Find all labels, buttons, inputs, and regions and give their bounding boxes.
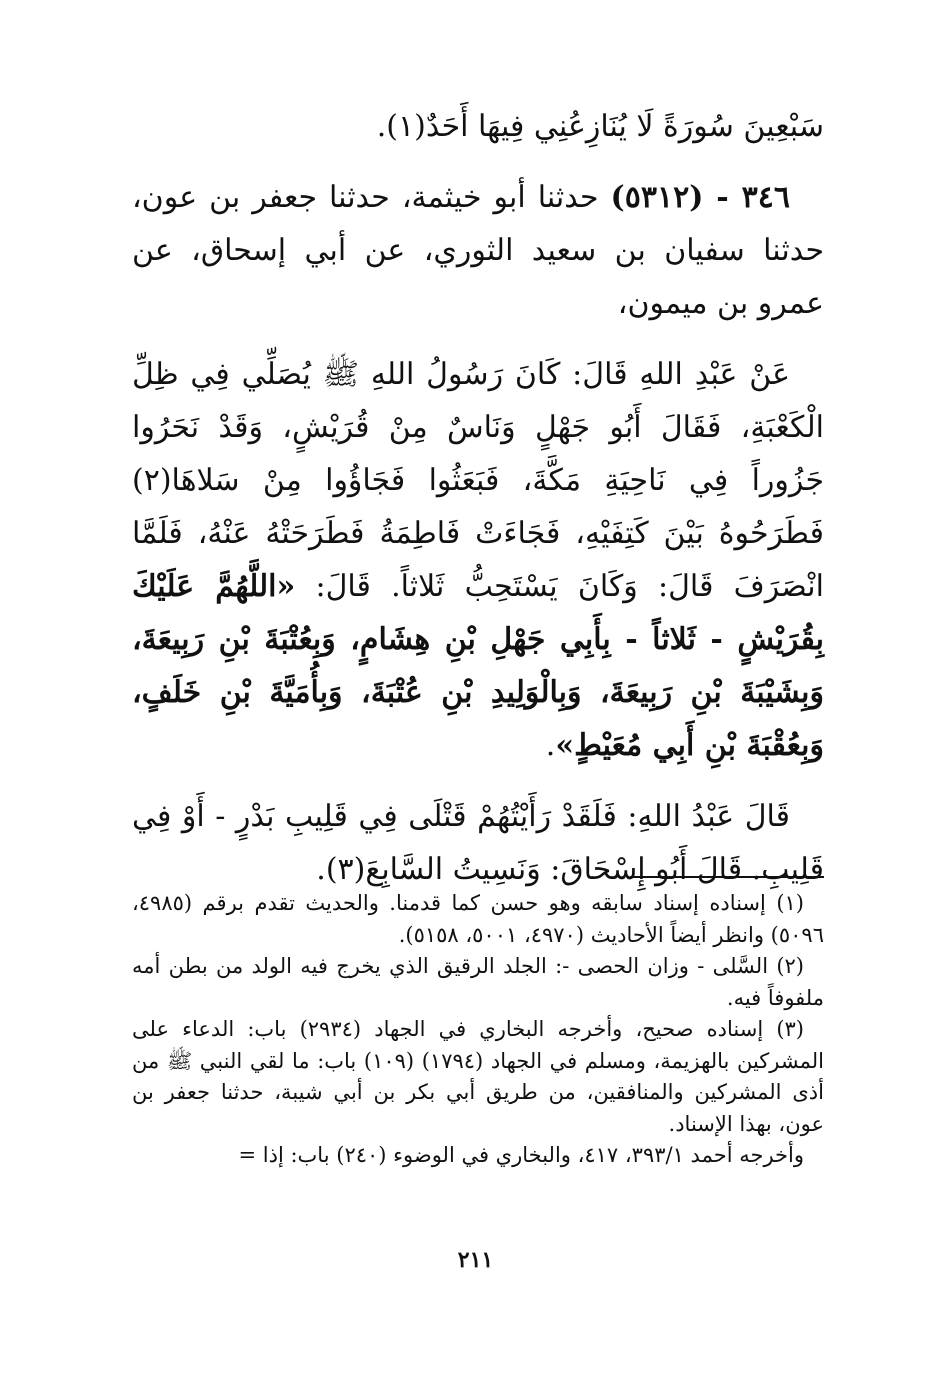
footnote-3: (٣) إسناده صحيح، وأخرجه البخاري في الجهاد (٢٩٣٤) باب: الدعاء على المشركين بالهزيمة، ومسلم في الجهاد (١٧٩٤) (١٠٩) باب: ما لقي النبي ﷺ من أذى المشركين والمنافقين، من طريق أبي بكر بن أبي شيبة، حدثنا جعفر بن عون، بهذا الإسناد.: [132, 1017, 825, 1136]
footnote-3-continued: وأخرجه أحمد ٣٩٣/١، ٤١٧، والبخاري في الوضوء (٢٤٠) باب: إذا =: [238, 1143, 804, 1167]
hadith-isnad: [132, 171, 824, 330]
footnote-divider: [630, 876, 824, 878]
matn-narrative: عَنْ عَبْدِ اللهِ قَالَ: كَانَ رَسُولُ اللهِ ﷺ يُصَلِّي فِي ظِلِّ الْكَعْبَةِ، فَقَالَ أَبُو جَهْلٍ وَنَاسٌ مِنْ قُرَيْشٍ، وَقَدْ نَحَرُوا جَزُوراً فِي نَاحِيَةِ مَكَّةَ، فَبَعَثُوا فَجَاؤُوا مِنْ سَلاهَا(٢) فَطَرَحُوهُ بَيْنَ كَتِفَيْهِ، فَجَاءَتْ فَاطِمَةُ فَطَرَحَتْهُ عَنْهُ، فَلَمَّا انْصَرَفَ قَالَ: وَكَانَ يَسْتَحِبُّ ثَلاثاً. قَالَ:: [132, 357, 824, 604]
main-text: [132, 100, 824, 896]
isnad-text: حدثنا أبو خيثمة، حدثنا جعفر بن عون، حدثنا سفيان بن سعيد الثوري، عن أبي إسحاق، عن عمرو بن ميمون،: [132, 180, 824, 321]
dua-quote: «اللَّهُمَّ عَلَيْكَ بِقُرَيْشٍ - ثَلاثاً - بِأَبِي جَهْلِ بْنِ هِشَامٍ، وَبِعُتْبَةَ بْنِ رَبِيعَةَ، وَبِشَيْبَةَ بْنِ رَبِيعَةَ، وَبِالْوَلِيدِ بْنِ عُتْبَةَ، وَبِأُمَيَّةَ بْنِ خَلَفٍ، وَبِعُقْبَةَ بْنِ أَبِي مُعَيْطٍ»: [132, 569, 824, 763]
hadith-matn: [132, 348, 824, 772]
hadith-conclusion: قَالَ عَبْدُ اللهِ: فَلَقَدْ رَأَيْتُهُمْ قَتْلَى فِي قَلِيبِ بَدْرٍ - أَوْ فِي قَلِيبِ. قَالَ أَبُو إِسْحَاقَ: وَنَسِيتُ السَّابِعَ(٣).: [132, 799, 824, 887]
footnote-2: (٢) السَّلى - وزان الحصى -: الجلد الرقيق الذي يخرج فيه الولد من بطن أمه ملفوفاً فيه.: [132, 954, 824, 1010]
footnote-1: (١) إسناده إسناد سابقه وهو حسن كما قدمنا. والحديث تقدم برقم (٤٩٨٥، ٥٠٩٦) وانظر أيضاً الأحاديث (٤٩٧٠، ٥٠٠١، ٥١٥٨).: [132, 891, 824, 947]
page-number: ٢١١: [457, 1247, 494, 1273]
matn-end: .: [545, 728, 556, 763]
footnotes: [132, 888, 824, 1172]
continued-text: سَبْعِينَ سُورَةً لَا يُنَازِعُنِي فِيهَا أَحَدٌ(١).: [376, 109, 824, 144]
hadith-number: ٣٤٦ - (٥٣١٢): [610, 180, 790, 215]
